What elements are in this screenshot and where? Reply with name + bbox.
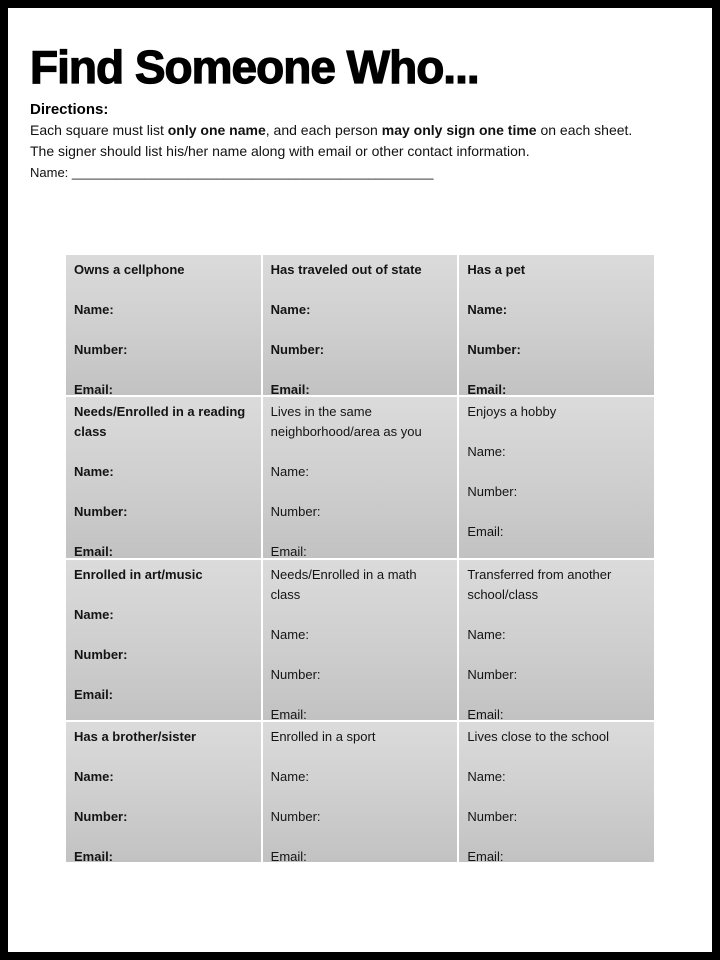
grid-cell	[66, 255, 261, 395]
field-label-number: Number:	[270, 667, 321, 682]
cell-prompt: Needs/Enrolled in a math class	[270, 567, 417, 602]
field-label-email: Email:	[467, 849, 504, 862]
field-label-email: Email:	[467, 382, 507, 395]
field-label-name: Name:	[74, 464, 114, 479]
directions-block	[30, 100, 712, 162]
field-label-number: Number:	[467, 342, 521, 357]
directions-line-2: The signer should list his/her name along with email or other contact information.	[30, 143, 530, 159]
field-label-number: Number:	[74, 342, 128, 357]
field-label-email: Email:	[467, 707, 504, 720]
field-label-name: Name:	[467, 302, 508, 317]
cell-prompt: Lives in the same neighborhood/area as you	[270, 404, 422, 439]
field-label-name: Name:	[270, 302, 311, 317]
field-label-email: Email:	[270, 707, 307, 720]
field-label-name: Name:	[74, 302, 114, 317]
directions-line1-bold: may only sign one time	[381, 122, 537, 138]
field-label-number: Number:	[270, 809, 321, 824]
grid-cell	[459, 560, 654, 720]
field-label-email: Email:	[270, 544, 307, 558]
cell-prompt: Has traveled out of state	[270, 262, 422, 277]
grid-cell	[263, 255, 458, 395]
cell-prompt: Transferred from another school/class	[467, 567, 612, 602]
grid-cell	[66, 722, 261, 862]
name-line	[30, 163, 712, 183]
name-label: Name:	[30, 165, 69, 180]
field-label-email: Email:	[270, 382, 310, 395]
field-label-number: Number:	[467, 484, 518, 499]
grid-cell	[459, 397, 654, 558]
field-label-number: Number:	[74, 647, 128, 662]
directions-line-1	[30, 120, 712, 141]
grid-cell	[66, 397, 261, 558]
directions-line1-part: on each sheet.	[536, 122, 633, 138]
field-label-number: Number:	[74, 504, 128, 519]
page-title: Find Someone Who...	[30, 41, 479, 93]
field-label-name: Name:	[270, 769, 309, 784]
field-label-name: Name:	[74, 769, 114, 784]
field-label-email: Email:	[467, 524, 504, 539]
cell-prompt: Needs/Enrolled in a reading class	[74, 404, 246, 439]
field-label-name: Name:	[467, 444, 506, 459]
cell-prompt: Has a pet	[467, 262, 526, 277]
field-label-number: Number:	[467, 667, 518, 682]
field-label-email: Email:	[74, 687, 114, 702]
cell-prompt: Enrolled in art/music	[74, 567, 203, 582]
cell-prompt: Enjoys a hobby	[467, 404, 557, 419]
worksheet-page	[8, 8, 712, 952]
field-label-email: Email:	[270, 849, 307, 862]
worksheet-table	[66, 255, 654, 862]
grid-cell	[66, 560, 261, 720]
field-label-email: Email:	[74, 382, 114, 395]
directions-line1-bold: only one name	[167, 122, 266, 138]
field-label-number: Number:	[467, 809, 518, 824]
cell-prompt: Lives close to the school	[467, 729, 609, 744]
directions-heading: Directions:	[30, 101, 109, 118]
field-label-name: Name:	[467, 627, 506, 642]
cell-prompt: Has a brother/sister	[74, 729, 197, 744]
grid-cell	[459, 722, 654, 862]
grid-cell	[263, 560, 458, 720]
field-label-number: Number:	[74, 809, 128, 824]
field-label-name: Name:	[270, 627, 309, 642]
directions-line1-part: , and each person	[265, 122, 382, 138]
grid-cell	[459, 255, 654, 395]
field-label-name: Name:	[74, 607, 114, 622]
grid-cell	[263, 397, 458, 558]
grid-cell	[263, 722, 458, 862]
cell-prompt: Enrolled in a sport	[270, 729, 376, 744]
field-label-name: Name:	[270, 464, 309, 479]
field-label-number: Number:	[270, 504, 321, 519]
field-label-name: Name:	[467, 769, 506, 784]
field-label-email: Email:	[74, 544, 114, 558]
field-label-number: Number:	[270, 342, 325, 357]
cell-prompt: Owns a cellphone	[74, 262, 185, 277]
field-label-email: Email:	[74, 849, 114, 862]
name-blank-line: __________________________________________________	[71, 165, 434, 180]
directions-line1-part: Each square must list	[30, 122, 168, 138]
